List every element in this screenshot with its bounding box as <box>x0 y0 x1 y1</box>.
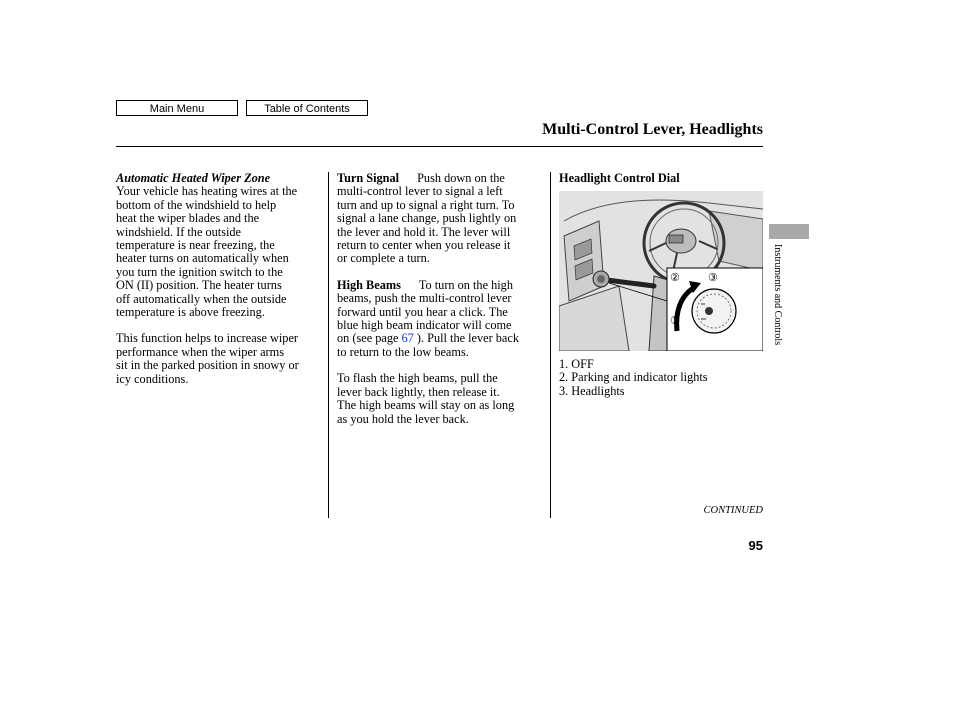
turn-signal-heading: Turn Signal <box>337 171 400 185</box>
column-headlight-dial <box>559 172 763 185</box>
high-beams-text: High Beams To turn on the high beams, push the multi-control lever forward until you hear a click. The blue high beam indicator will come on (see page 67 ). Pull the lever back to return to the low beams. <box>337 277 520 359</box>
heated-wiper-heading: Automatic Heated Wiper Zone <box>116 171 271 185</box>
heated-wiper-text: Your vehicle has heating wires at the bottom of the windshield to help heat the wiper blades and the windshield. If the outside temperature is near freezing, the heater turns on automatically when you turn the ignition switch to the ON (II) position. The heater turns off automatically when the outside temperature is above freezing. <box>116 184 298 320</box>
flash-beams-text: To flash the high beams, pull the lever back lightly, then release it. The high beams will stay on as long as you hold the lever back. <box>337 371 515 426</box>
high-beams-heading: High Beams <box>337 277 401 292</box>
page-title: Multi-Control Lever, Headlights <box>542 121 763 138</box>
page-67-link[interactable]: 67 <box>401 331 414 346</box>
label-one: ① <box>670 315 680 327</box>
list-item: 3. Headlights <box>559 383 625 398</box>
table-of-contents-button[interactable]: Table of Contents <box>246 100 368 116</box>
column-divider-2 <box>550 172 551 518</box>
column-lever <box>337 172 547 426</box>
section-tab <box>769 224 809 239</box>
label-three: ③ <box>708 272 718 284</box>
dashboard-drawing <box>559 191 763 351</box>
label-two: ② <box>670 272 680 284</box>
headlight-dial-illustration <box>559 191 763 351</box>
page-number: 95 <box>748 538 763 553</box>
wiper-function-text: This function helps to increase wiper performance when the wiper arms sit in the parked position in snowy or icy conditions. <box>116 331 299 386</box>
headlight-dial-heading: Headlight Control Dial <box>559 171 680 185</box>
continued-label: CONTINUED <box>703 505 763 516</box>
main-menu-button[interactable]: Main Menu <box>116 100 238 116</box>
turn-signal-text: Turn Signal Push down on the multi-control lever to signal a left turn and up to signal a right turn. To signal a lane change, push lightly on the lever and hold it. The lever will return to center when you release it or complete a turn. <box>337 171 517 266</box>
section-tab-label: Instruments and Controls <box>772 244 783 346</box>
list-item: 1. OFF <box>559 357 594 371</box>
headlight-positions-list <box>559 358 763 398</box>
column-divider-1 <box>328 172 329 518</box>
list-item: 2. Parking and indicator lights <box>559 370 708 385</box>
column-heated-wiper <box>116 172 322 386</box>
title-rule <box>116 146 763 147</box>
